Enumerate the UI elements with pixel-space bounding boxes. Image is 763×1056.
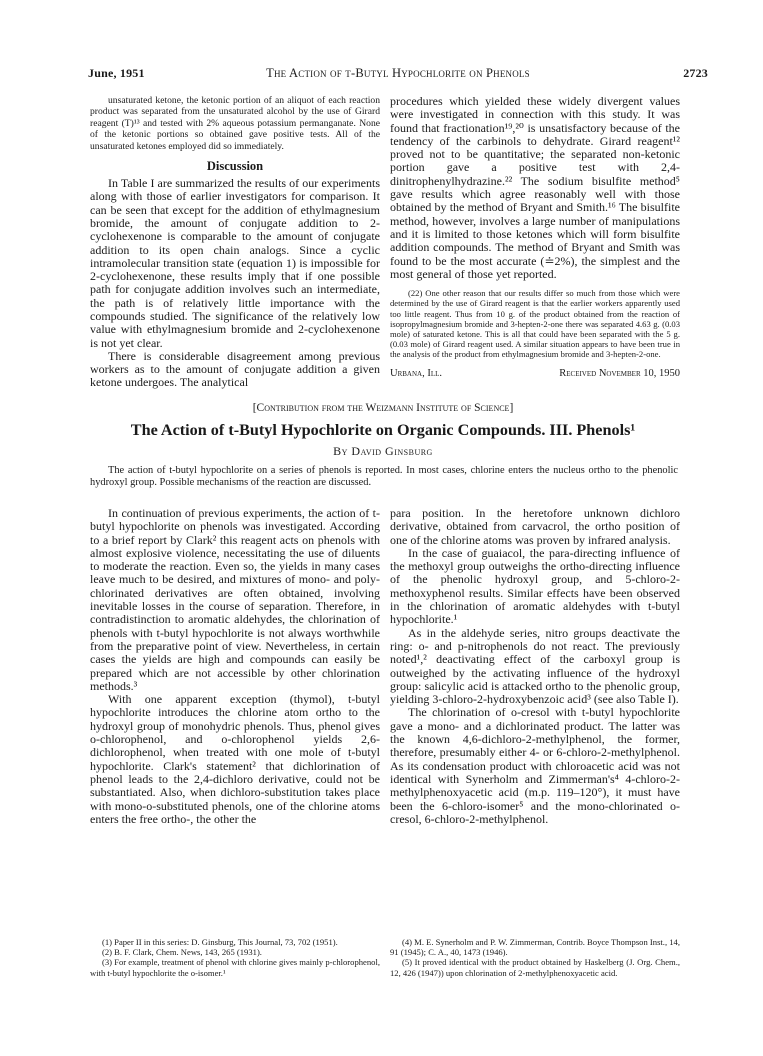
received-date: Received November 10, 1950	[559, 367, 680, 379]
address-line	[390, 368, 680, 379]
footnote-22: (22) One other reason that our results differ so much from those which were determined by the use of Girard reagent is that the earlier workers apparently used too little reagent. Thus from 10 g. of the product obtained from the reaction of isopropylmagnesium bromide and 3-hepten-2-one there was separated 4.63 g. (0.03 mole) of saturated ketone. This is all that could have been separated with the 5 g. (0.03 mole) of Girard reagent used. A similar situation appears to have been true in the analysis of the product from ethylmagnesium bromide and 3-hepten-2-one.	[390, 288, 680, 360]
running-head	[88, 66, 708, 82]
footnote: (3) For example, treatment of phenol with chlorine gives mainly p-chlorophenol, with t-butyl hypochlorite the o-isomer.¹	[90, 957, 380, 978]
prev-article-right-column	[390, 95, 680, 379]
footnote: (2) B. F. Clark, Chem. News, 143, 265 (1931).	[102, 947, 262, 958]
author-byline: By David Ginsburg	[333, 444, 433, 458]
body-paragraph: With one apparent exception (thymol), t-butyl hypochlorite introduces the chlorine atom ortho to the hydroxyl group of monohydric phenols. Thus, phenol gives o-chlorophenol, and o-chlorophenol yields 2,6-dichlorophenol, when treated with one mole of t-butyl hypochlorite. Clark's statement² that dichlorination of phenol leads to the 2,4-dichloro derivative, could not be substantiated. Also, when dichloro-substitution takes place with mono-o-substituted phenols, one of the chlorine atoms enters the free ortho-, the other the	[90, 692, 380, 826]
discussion-paragraph: There is considerable disagreement among previous workers as to the amount of conjugate addition a given ketone undergoes. The analytical	[90, 348, 380, 390]
footnote: (5) It proved identical with the product obtained by Haskelberg (J. Org. Chem., 12, 426 (1947)) upon chlorination of 2-methylphenoxyacetic acid.	[390, 957, 680, 978]
discussion-paragraph: procedures which yielded these widely divergent values were investigated in connection with this study. It was found that fractionation¹⁹,²⁰ is unsatisfactory because of the tendency of the carbinols to dehydrate. Girard reagent¹² proved not to be quantitative; the separated non-ketonic portion gave a positive test with 2,4-dinitrophenylhydrazine.²² The sodium bisulfite method⁵ gave results which agree reasonably well with those obtained by the method of Bryant and Smith.¹⁶ The bisulfite method, however, involves a large number of manipulations and it is limited to those ketones which will form bisulfite addition compounds. The method of Bryant and Smith was found to be the most accurate (≐2%), the simplest and the most general of those yet reported.	[390, 94, 680, 281]
body-paragraph: The chlorination of o-cresol with t-butyl hypochlorite gave a mono- and a dichlorinated product. The latter was the known 4,6-dichloro-2-methylphenol, the former, therefore, presumably either 4- or 6-chloro-2-methylphenol. As its condensation product with chloroacetic acid was not identical with Synerholm and Zimmerman's⁴ 4-chloro-2-methylphenoxyacetic acid (m.p. 119–120°), it must have been the 6-chloro-isomer⁵ and the mono-chlorinated o-cresol, 6-chloro-2-methylphenol.	[390, 705, 680, 826]
footnotes-right	[390, 937, 680, 978]
prev-experimental-text: unsaturated ketone, the ketonic portion of an aliquot of each reaction product was separated from the unsaturated alcohol by the use of Girard reagent (T)¹³ and tested with 2% aqueous potassium permanganate. None of the ketonic portions so obtained gave positive tests. All of the unsaturated ketones employed did so immediately.	[90, 95, 380, 152]
footnotes-left	[90, 937, 380, 978]
discussion-heading: Discussion	[206, 159, 264, 174]
footnote: (4) M. E. Synerholm and P. W. Zimmerman, Contrib. Boyce Thompson Inst., 14, 91 (1945); C. A., 40, 1473 (1946).	[390, 937, 680, 958]
footnote: (1) Paper II in this series: D. Ginsburg, This Journal, 73, 702 (1951).	[102, 937, 338, 947]
contribution-line: [Contribution from the Weizmann Institute of Science]	[252, 402, 514, 414]
issue-date: June, 1951	[88, 66, 145, 80]
article-left-column	[90, 507, 380, 826]
discussion-paragraph: In Table I are summarized the results of our experiments along with those of earlier investigators for comparison. It can be seen that except for the addition of ethylmagnesium bromide, the amount of conjugate addition to 2-cyclohexenone is comparable to the amount of conjugate addition to its open chain analogs. Since a cyclic intramolecular transition state (equation 1) is impossible for 2-cyclohexenone, these results imply that if one possible path for conjugate addition involves such an intermediate, the path is of relatively little importance with the compounds studied. The significance of the relatively low value with ethylmagnesium bromide and 2-cyclohexenone is not yet clear.	[90, 176, 380, 350]
body-paragraph: In continuation of previous experiments, the action of t-butyl hypochlorite on phenols was investigated. According to a brief report by Clark² this reagent acts on phenols with almost explosive violence, necessitating the use of diluents to moderate the reaction. Even so, the yields in many cases leave much to be desired, and mixtures of mono- and poly-chlorinated derivatives are often obtained, involving inevitable losses in the course of separation. Therefore, in contradistinction to aromatic aldehydes, the chlorination of phenols with t-butyl hypochlorite is not always worthwhile from the preparative point of view. Nevertheless, in certain cases the yields are high and compounds can easily be prepared which are not accessible by other chlorination methods.³	[90, 506, 380, 693]
running-title: The Action of t-Butyl Hypochlorite on Phenols	[266, 66, 530, 80]
prev-article-left-column	[90, 95, 380, 390]
article-title: The Action of t-Butyl Hypochlorite on Organic Compounds. III. Phenols¹	[130, 421, 636, 439]
body-paragraph: para position. In the heretofore unknown dichloro derivative, obtained from carvacrol, the ortho position of one of the chlorine atoms was proven by infrared analysis.	[390, 506, 680, 547]
page-number: 2723	[683, 66, 708, 80]
article-right-column	[390, 507, 680, 826]
body-paragraph: In the case of guaiacol, the para-directing influence of the methoxyl group outweighs the ortho-directing influence of the phenolic hydroxyl group, and 5-chloro-2-methoxyphenol results. Similar effects have been observed in the chlorination of aromatic aldehydes with t-butyl hypochlorite.¹	[390, 545, 680, 627]
author-address: Urbana, Ill.	[390, 367, 443, 379]
abstract: The action of t-butyl hypochlorite on a series of phenols is reported. In most cases, chlorine enters the nucleus ortho to the phenolic hydroxyl group. Possible mechanisms of the reaction are discussed.	[90, 465, 678, 488]
body-paragraph: As in the aldehyde series, nitro groups deactivate the ring: o- and p-nitrophenols do not react. The previously noted¹,² deactivating effect of the carboxyl group is outweighed by the activating influence of the hydroxyl group: salicylic acid is attacked ortho to the phenolic group, yielding 3-chloro-2-hydroxybenzoic acid³ (see also Table I).	[390, 625, 680, 707]
